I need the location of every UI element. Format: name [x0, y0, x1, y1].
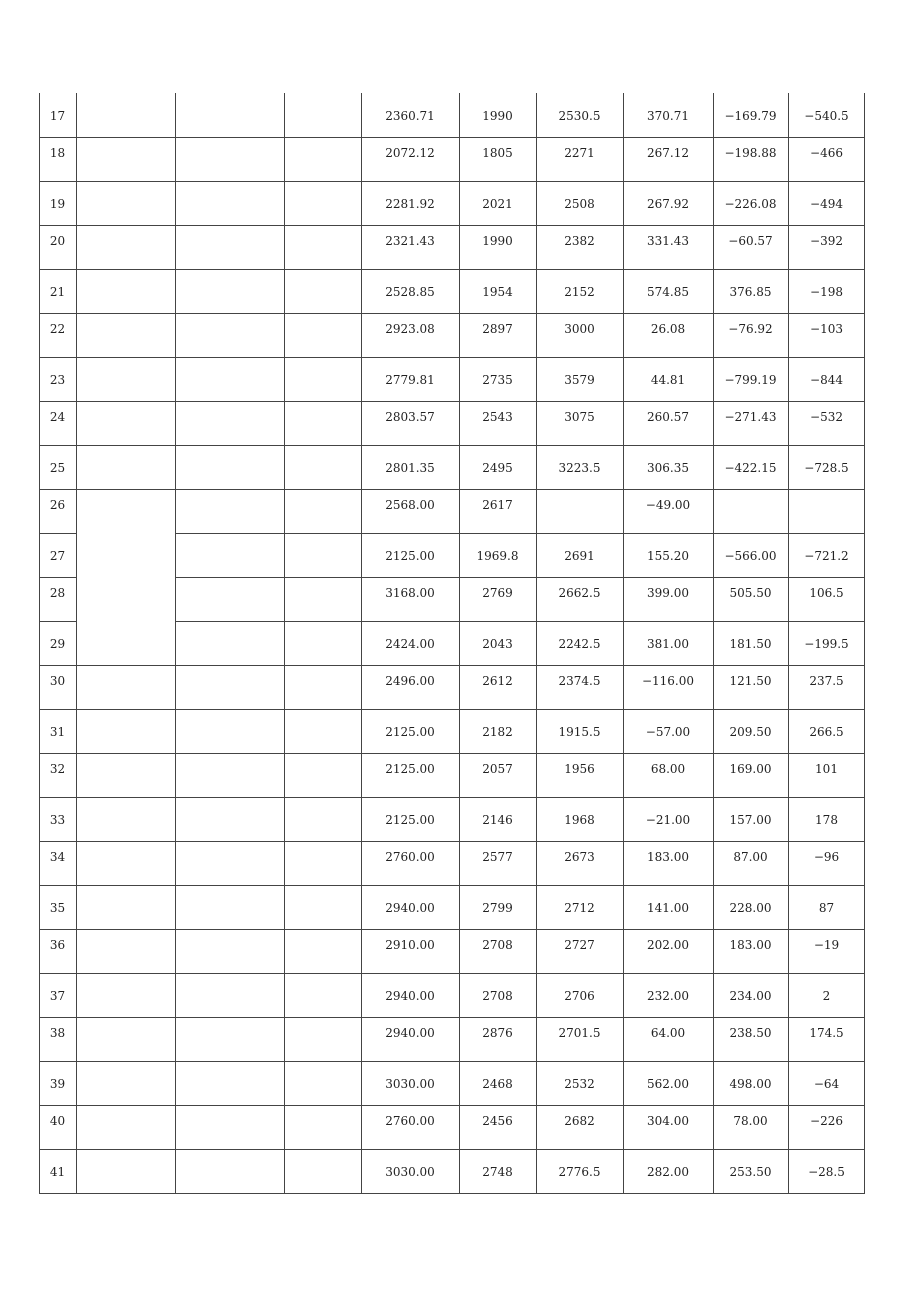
value-cell: −721.2	[804, 549, 849, 563]
row-number: 20	[49, 234, 66, 248]
grid-hline	[39, 137, 865, 138]
value-cell: 238.50	[729, 1026, 772, 1040]
value-cell: 2456	[482, 1114, 513, 1128]
value-cell: −422.15	[724, 461, 777, 475]
grid-hline	[39, 489, 865, 490]
value-cell: −392	[810, 234, 843, 248]
value-cell: 282.00	[647, 1165, 689, 1179]
value-cell: 2708	[482, 989, 513, 1003]
value-cell: 1805	[482, 146, 513, 160]
value-cell: 260.57	[647, 410, 689, 424]
value-cell: 183.00	[647, 850, 689, 864]
value-cell: 562.00	[647, 1077, 689, 1091]
row-number: 38	[49, 1026, 66, 1040]
value-cell: 3168.00	[385, 586, 435, 600]
grid-hline	[39, 445, 865, 446]
grid-vline	[175, 93, 176, 1194]
grid-hline	[39, 665, 865, 666]
value-cell: 157.00	[729, 813, 772, 827]
value-cell: 141.00	[647, 901, 689, 915]
value-cell: 2043	[482, 637, 513, 651]
grid-hline	[39, 181, 865, 182]
grid-hline	[39, 533, 77, 534]
row-number: 35	[49, 901, 66, 915]
grid-hline	[39, 621, 77, 622]
value-cell: 1956	[564, 762, 595, 776]
value-cell: −19	[813, 938, 840, 952]
value-cell: 2072.12	[385, 146, 435, 160]
value-cell: 1954	[482, 285, 513, 299]
row-number: 22	[49, 322, 66, 336]
value-cell: 2424.00	[385, 637, 435, 651]
value-cell: 2543	[482, 410, 513, 424]
value-cell: 1968	[564, 813, 595, 827]
value-cell: 2182	[482, 725, 513, 739]
value-cell: 2779.81	[385, 373, 435, 387]
value-cell: 376.85	[729, 285, 772, 299]
value-cell: 2125.00	[385, 549, 435, 563]
value-cell: 2673	[564, 850, 595, 864]
value-cell: 3030.00	[385, 1077, 435, 1091]
value-cell: 181.50	[729, 637, 772, 651]
grid-hline	[175, 621, 865, 622]
value-cell: −532	[810, 410, 843, 424]
value-cell: 2940.00	[385, 989, 435, 1003]
value-cell: 2701.5	[558, 1026, 601, 1040]
grid-hline	[39, 225, 865, 226]
row-number: 34	[49, 850, 66, 864]
value-cell: 2530.5	[558, 109, 601, 123]
grid-hline	[39, 401, 865, 402]
grid-hline	[39, 709, 865, 710]
value-cell: 2568.00	[385, 498, 435, 512]
value-cell: −28.5	[808, 1165, 845, 1179]
value-cell: 26.08	[650, 322, 686, 336]
grid-hline	[39, 1193, 865, 1194]
value-cell: 3075	[564, 410, 595, 424]
value-cell: 178	[815, 813, 838, 827]
row-number: 41	[49, 1165, 66, 1179]
value-cell: 505.50	[729, 586, 772, 600]
grid-hline	[39, 797, 865, 798]
value-cell: −49.00	[645, 498, 691, 512]
value-cell: 2612	[482, 674, 513, 688]
value-cell: 2125.00	[385, 813, 435, 827]
value-cell: 2876	[482, 1026, 513, 1040]
value-cell: 2706	[564, 989, 595, 1003]
value-cell: 2374.5	[558, 674, 601, 688]
grid-hline	[39, 841, 865, 842]
value-cell: 2662.5	[558, 586, 601, 600]
value-cell: 3223.5	[558, 461, 601, 475]
value-cell: 2468	[482, 1077, 513, 1091]
value-cell: 2748	[482, 1165, 513, 1179]
grid-hline	[39, 577, 77, 578]
grid-hline	[39, 313, 865, 314]
grid-hline	[39, 753, 865, 754]
row-number: 30	[49, 674, 66, 688]
grid-hline	[39, 929, 865, 930]
value-cell: 2271	[564, 146, 595, 160]
value-cell: 498.00	[729, 1077, 772, 1091]
value-cell: 78.00	[733, 1114, 768, 1128]
value-cell: −271.43	[724, 410, 777, 424]
value-cell: −116.00	[641, 674, 695, 688]
value-cell: −21.00	[645, 813, 691, 827]
value-cell: −103	[810, 322, 843, 336]
row-number: 23	[49, 373, 66, 387]
row-number: 24	[49, 410, 66, 424]
value-cell: 87	[818, 901, 835, 915]
value-cell: −799.19	[724, 373, 777, 387]
row-number: 19	[49, 197, 66, 211]
value-cell: −76.92	[728, 322, 773, 336]
value-cell: 2496.00	[385, 674, 435, 688]
value-cell: −226.08	[724, 197, 777, 211]
value-cell: 234.00	[729, 989, 772, 1003]
value-cell: −96	[813, 850, 840, 864]
value-cell: 209.50	[729, 725, 772, 739]
row-number: 32	[49, 762, 66, 776]
value-cell: 87.00	[733, 850, 768, 864]
value-cell: 183.00	[729, 938, 772, 952]
row-number: 27	[49, 549, 66, 563]
value-cell: 2801.35	[385, 461, 435, 475]
value-cell: 304.00	[647, 1114, 689, 1128]
value-cell: 2617	[482, 498, 513, 512]
value-cell: 2760.00	[385, 850, 435, 864]
value-cell: 2152	[564, 285, 595, 299]
grid-hline	[39, 1017, 865, 1018]
grid-hline	[39, 1149, 865, 1150]
value-cell: −60.57	[728, 234, 773, 248]
value-cell: −198	[810, 285, 843, 299]
value-cell: 381.00	[647, 637, 689, 651]
grid-hline	[39, 269, 865, 270]
row-number: 28	[49, 586, 66, 600]
value-cell: 2382	[564, 234, 595, 248]
value-cell: 2021	[482, 197, 513, 211]
value-cell: −64	[813, 1077, 840, 1091]
value-cell: −169.79	[724, 109, 777, 123]
grid-hline	[39, 885, 865, 886]
value-cell: 2735	[482, 373, 513, 387]
grid-hline	[175, 577, 865, 578]
row-number: 26	[49, 498, 66, 512]
value-cell: −540.5	[804, 109, 849, 123]
value-cell: 2897	[482, 322, 513, 336]
value-cell: −728.5	[804, 461, 849, 475]
value-cell: 101	[815, 762, 838, 776]
value-cell: 232.00	[647, 989, 689, 1003]
value-cell: 2508	[564, 197, 595, 211]
value-cell: 2799	[482, 901, 513, 915]
value-cell: 2057	[482, 762, 513, 776]
value-cell: 202.00	[647, 938, 689, 952]
value-cell: 2360.71	[385, 109, 435, 123]
value-cell: 331.43	[647, 234, 689, 248]
grid-hline	[39, 1061, 865, 1062]
value-cell: 2532	[564, 1077, 595, 1091]
value-cell: 2577	[482, 850, 513, 864]
grid-hline	[39, 1105, 865, 1106]
value-cell: −226	[810, 1114, 843, 1128]
value-cell: 1915.5	[558, 725, 601, 739]
value-cell: 155.20	[647, 549, 689, 563]
value-cell: 574.85	[647, 285, 689, 299]
value-cell: 267.92	[647, 197, 689, 211]
value-cell: 3579	[564, 373, 595, 387]
value-cell: 2708	[482, 938, 513, 952]
value-cell: 174.5	[809, 1026, 844, 1040]
value-cell: 1969.8	[476, 549, 519, 563]
grid-vline	[284, 93, 285, 1194]
value-cell: 2727	[564, 938, 595, 952]
value-cell: 306.35	[647, 461, 689, 475]
value-cell: 2125.00	[385, 762, 435, 776]
value-cell: 68.00	[650, 762, 686, 776]
value-cell: −494	[810, 197, 843, 211]
value-cell: 3030.00	[385, 1165, 435, 1179]
value-cell: −199.5	[804, 637, 849, 651]
value-cell: 2940.00	[385, 901, 435, 915]
value-cell: −57.00	[645, 725, 691, 739]
value-cell: 2242.5	[558, 637, 601, 651]
row-number: 40	[49, 1114, 66, 1128]
row-number: 33	[49, 813, 66, 827]
row-number: 37	[49, 989, 66, 1003]
value-cell: 228.00	[729, 901, 772, 915]
value-cell: 64.00	[650, 1026, 686, 1040]
value-cell: 2146	[482, 813, 513, 827]
value-cell: 44.81	[650, 373, 686, 387]
row-number: 17	[49, 109, 66, 123]
grid-hline	[39, 973, 865, 974]
value-cell: 2125.00	[385, 725, 435, 739]
value-cell: 121.50	[729, 674, 772, 688]
value-cell: 2769	[482, 586, 513, 600]
value-cell: 237.5	[809, 674, 844, 688]
value-cell: 370.71	[647, 109, 689, 123]
value-cell: 253.50	[729, 1165, 772, 1179]
grid-hline	[39, 357, 865, 358]
value-cell: 2760.00	[385, 1114, 435, 1128]
data-table	[39, 93, 865, 1194]
value-cell: 2528.85	[385, 285, 435, 299]
value-cell: 2803.57	[385, 410, 435, 424]
value-cell: 2495	[482, 461, 513, 475]
grid-vline	[76, 93, 77, 1194]
grid-hline	[175, 533, 865, 534]
row-number: 21	[49, 285, 66, 299]
value-cell: 2923.08	[385, 322, 435, 336]
value-cell: 106.5	[809, 586, 844, 600]
value-cell: −198.88	[724, 146, 777, 160]
value-cell: 1990	[482, 234, 513, 248]
value-cell: 2	[822, 989, 831, 1003]
value-cell: 399.00	[647, 586, 689, 600]
value-cell: 2910.00	[385, 938, 435, 952]
value-cell: 2940.00	[385, 1026, 435, 1040]
value-cell: 267.12	[647, 146, 689, 160]
row-number: 39	[49, 1077, 66, 1091]
value-cell: 2691	[564, 549, 595, 563]
value-cell: 2712	[564, 901, 595, 915]
value-cell: 2776.5	[558, 1165, 601, 1179]
row-number: 29	[49, 637, 66, 651]
value-cell: 266.5	[809, 725, 844, 739]
value-cell: 2682	[564, 1114, 595, 1128]
value-cell: −844	[810, 373, 843, 387]
value-cell: −566.00	[724, 549, 777, 563]
row-number: 18	[49, 146, 66, 160]
row-number: 25	[49, 461, 66, 475]
value-cell: −466	[810, 146, 843, 160]
value-cell: 3000	[564, 322, 595, 336]
value-cell: 2321.43	[385, 234, 435, 248]
value-cell: 1990	[482, 109, 513, 123]
row-number: 36	[49, 938, 66, 952]
value-cell: 169.00	[729, 762, 772, 776]
row-number: 31	[49, 725, 66, 739]
value-cell: 2281.92	[385, 197, 435, 211]
